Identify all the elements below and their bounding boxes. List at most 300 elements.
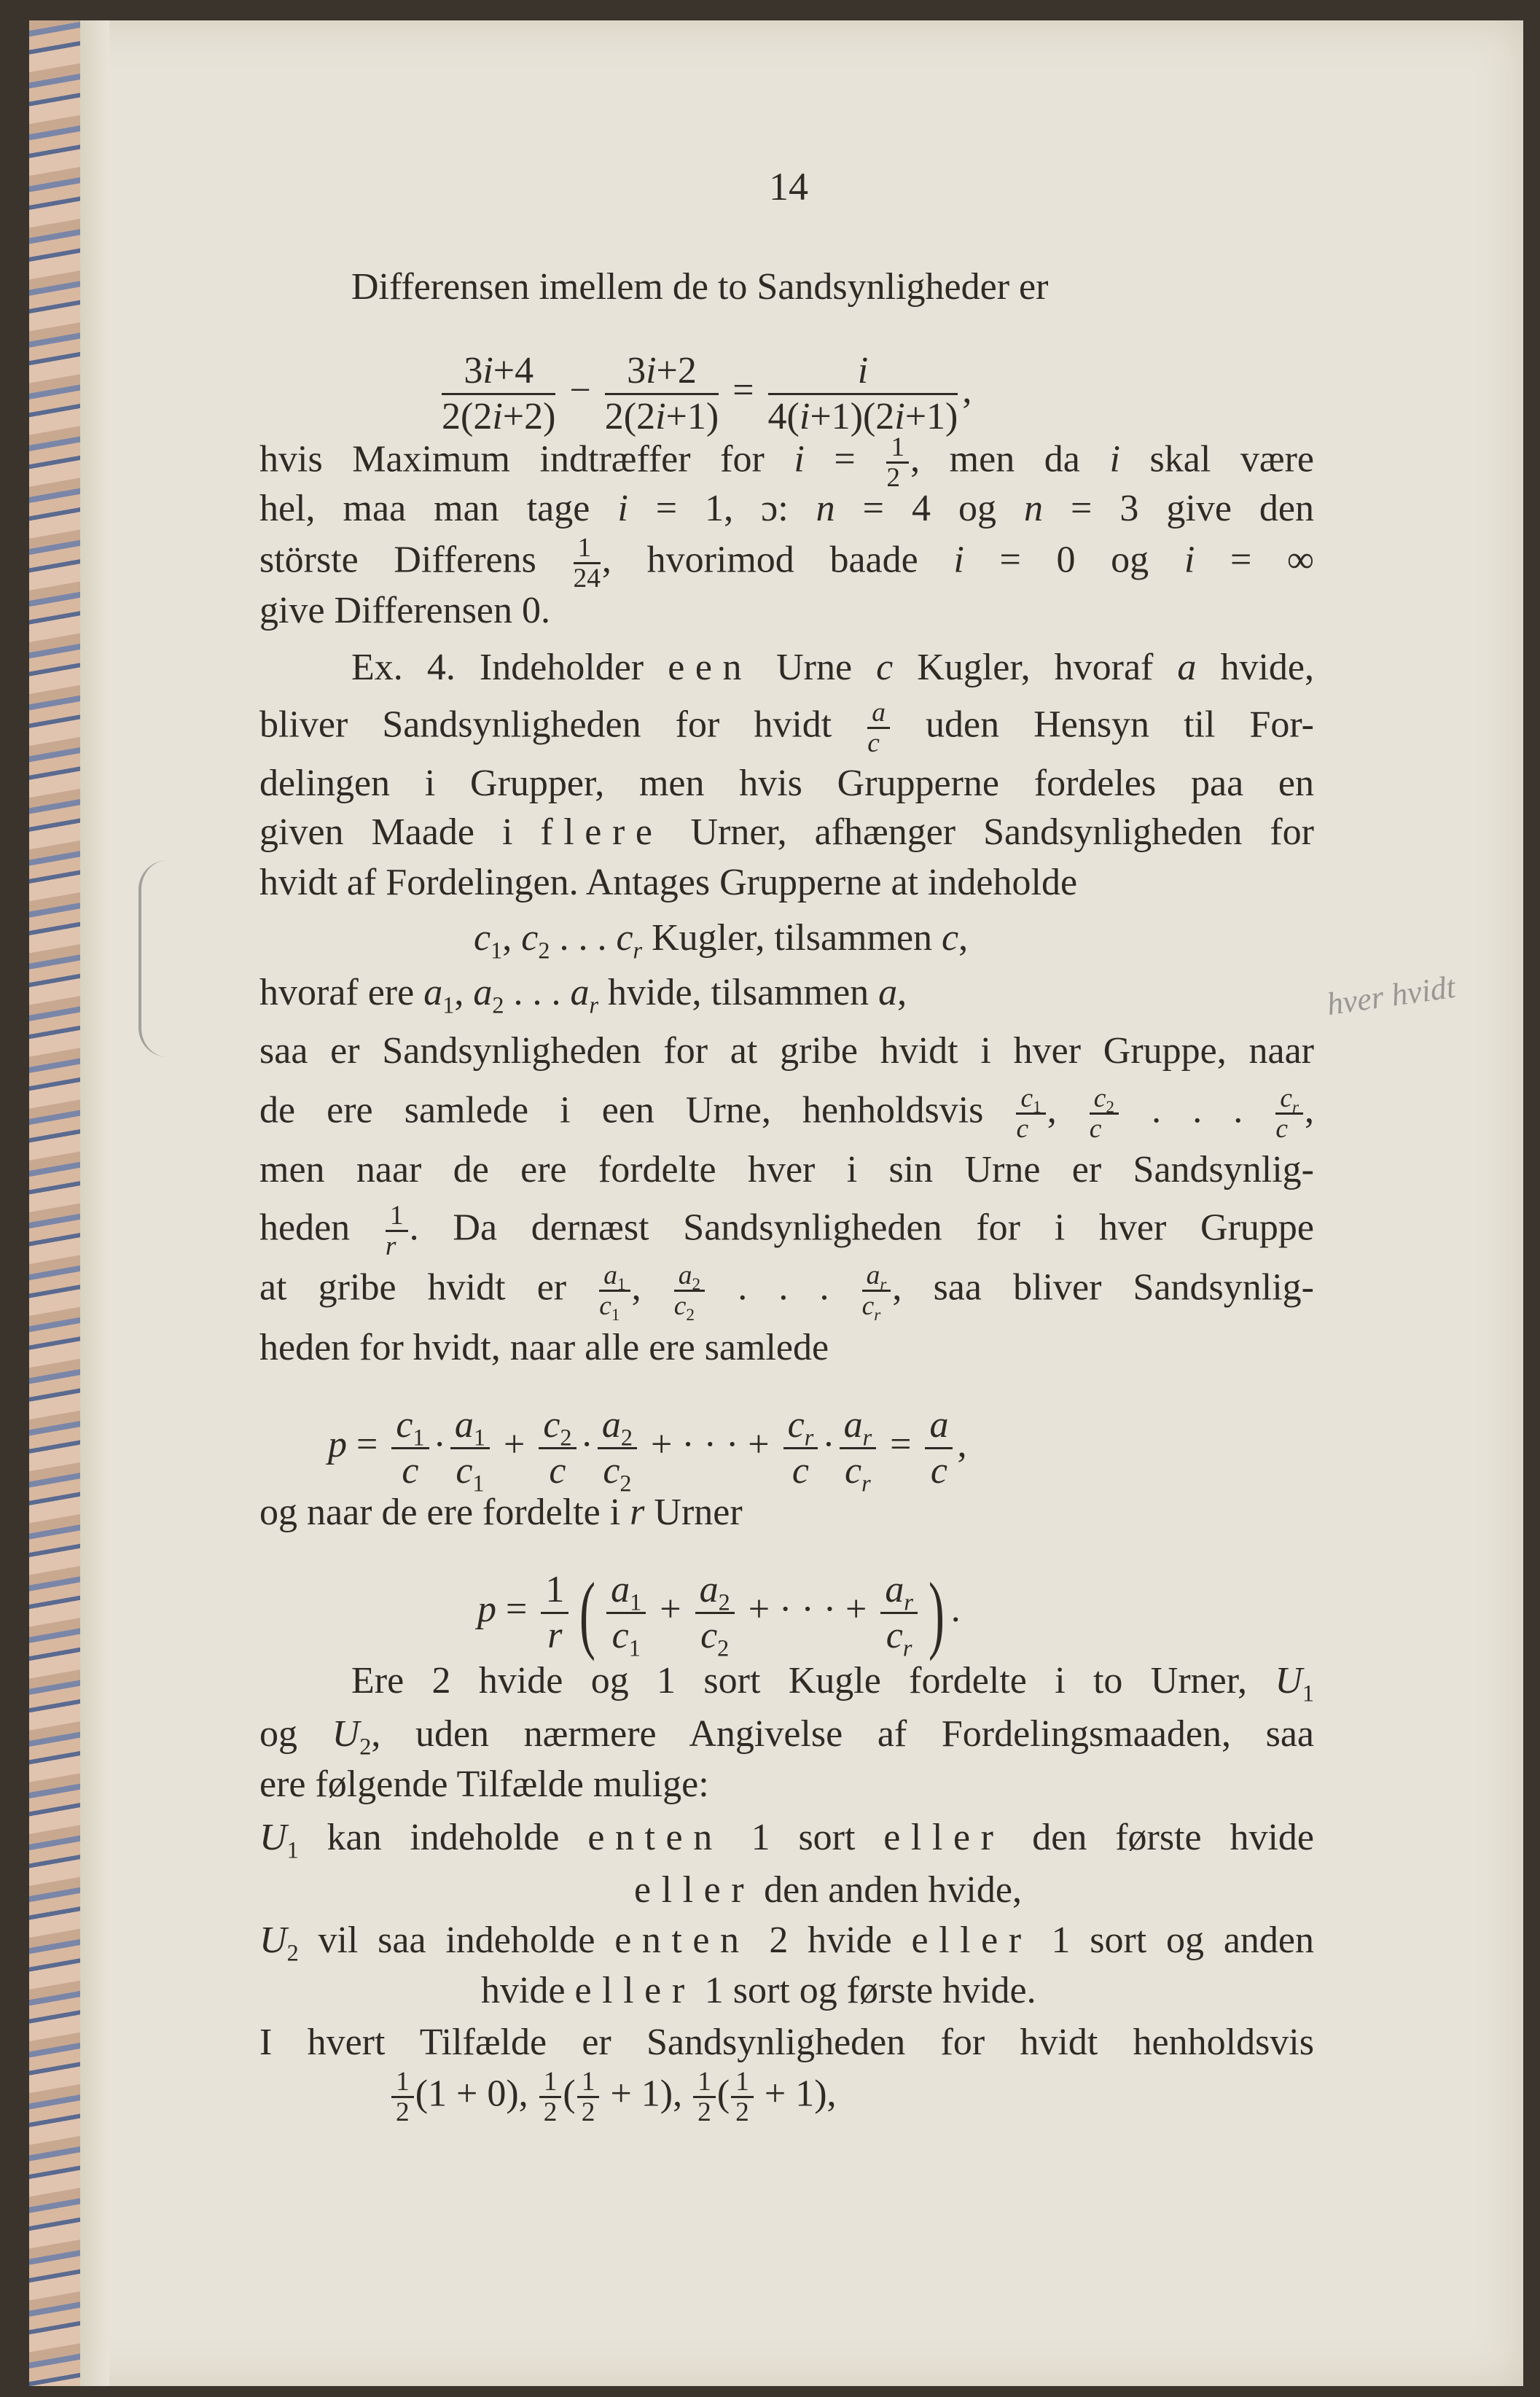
math-variable: i xyxy=(1184,539,1195,581)
fraction xyxy=(606,1568,646,1661)
denominator xyxy=(539,2098,562,2127)
subscript: 1 xyxy=(628,1634,641,1661)
subscript: 2 xyxy=(718,1589,730,1615)
fraction xyxy=(391,1403,429,1493)
text-line xyxy=(259,1026,1314,1077)
numerator xyxy=(695,1568,735,1614)
text-run: . . . xyxy=(1120,1089,1275,1131)
text-run: 1 xyxy=(581,2067,595,2097)
denominator xyxy=(673,1291,705,1325)
subscript: 2 xyxy=(686,1306,695,1325)
numerator xyxy=(539,2067,562,2098)
math-variable: a xyxy=(866,1260,880,1290)
subscript: 1 xyxy=(490,937,503,964)
text-run: störste Differens xyxy=(259,539,572,581)
math-variable: c xyxy=(673,1291,687,1322)
text-run: . Da dernæst Sandsynligheden for i hver Gruppe xyxy=(409,1207,1314,1249)
text-line xyxy=(259,1201,1314,1262)
text-run: Kugler, hvoraf xyxy=(893,647,1178,688)
math-variable: c xyxy=(1016,1114,1029,1145)
denominator xyxy=(574,564,601,593)
subscript: 2 xyxy=(286,1939,299,1966)
text-line xyxy=(259,1759,709,1810)
denominator xyxy=(783,1449,818,1493)
denominator xyxy=(450,1449,490,1497)
numerator xyxy=(450,1403,490,1449)
text-run: 2 xyxy=(697,2097,711,2128)
math-variable: r xyxy=(385,1231,396,1262)
subscript: r xyxy=(880,1275,887,1295)
spaced-emphasis: flere xyxy=(540,811,663,853)
fraction xyxy=(673,1260,705,1325)
fraction xyxy=(867,698,890,758)
text-run: = 1, ɔ: xyxy=(628,488,816,529)
text-run: delingen i Grupper, men hvis Grupperne fordeles paa en xyxy=(259,763,1314,804)
math-variable: c xyxy=(1275,1114,1288,1145)
math-variable: c xyxy=(861,1291,875,1322)
text-line xyxy=(351,642,1314,693)
math-variable: a xyxy=(601,1404,621,1446)
denominator xyxy=(768,395,958,439)
numerator xyxy=(840,1403,877,1449)
text-run: men naar de ere fordelte hver i sin Urne er Sandsynlig- xyxy=(259,1149,1314,1190)
text-line xyxy=(259,1487,743,1538)
spaced-emphasis: enten xyxy=(587,1817,723,1858)
subscript: r xyxy=(1291,1098,1299,1118)
text-line xyxy=(259,1083,1314,1145)
text-line xyxy=(259,758,1314,809)
text-run: 1 sort xyxy=(722,1817,884,1858)
subscript: 2 xyxy=(359,1733,372,1760)
numerator xyxy=(1016,1083,1045,1118)
text-run: . . . xyxy=(550,917,617,959)
subscript: 1 xyxy=(442,991,455,1018)
text-run: ere følgende Tilfælde mulige: xyxy=(259,1763,709,1805)
denominator xyxy=(1275,1115,1303,1143)
text-run: +2) xyxy=(502,395,556,437)
text-run: hvis Maximum indtræffer for xyxy=(259,438,794,480)
text-line xyxy=(259,1915,1314,1966)
fraction xyxy=(695,1568,735,1661)
text-run: skal være xyxy=(1119,438,1315,480)
text-run: , xyxy=(631,1266,673,1309)
text-run: 2 xyxy=(543,2097,558,2128)
math-variable: a xyxy=(929,1404,949,1446)
numerator xyxy=(606,1568,646,1614)
text-run: 1 xyxy=(577,533,592,563)
numerator xyxy=(539,1403,576,1449)
text-run: 1 xyxy=(545,1569,565,1610)
denominator xyxy=(731,2098,754,2127)
subscript: r xyxy=(902,1634,912,1661)
math-variable: i xyxy=(492,395,503,437)
handwritten-bracket-mark xyxy=(138,860,178,1057)
math-variable: c xyxy=(867,728,880,759)
text-line xyxy=(259,585,550,636)
text-run: , hvorimod baade xyxy=(601,539,954,581)
denominator xyxy=(391,1449,429,1493)
text-run: +4 xyxy=(493,350,534,391)
text-run: . . . xyxy=(706,1266,861,1309)
text-run: , xyxy=(454,972,474,1013)
text-run: + · · · + xyxy=(641,1424,779,1466)
denominator xyxy=(693,2098,716,2127)
numerator xyxy=(386,1201,408,1232)
text-run: , xyxy=(897,972,907,1013)
text-run: og naar de ere fordelte i xyxy=(259,1492,630,1533)
fraction xyxy=(840,1403,877,1497)
subscript: r xyxy=(589,991,598,1018)
text-run: den anden hvide, xyxy=(754,1869,1022,1911)
numerator xyxy=(693,2067,716,2098)
spaced-emphasis: een xyxy=(668,647,753,688)
text-run: 2 xyxy=(735,2097,749,2128)
text-run: . . . xyxy=(504,972,571,1013)
subscript: r xyxy=(874,1306,881,1325)
numerator xyxy=(599,1260,630,1295)
denominator xyxy=(541,1614,568,1658)
math-variable: n xyxy=(816,488,835,529)
text-run: · xyxy=(822,1424,835,1466)
math-variable: a xyxy=(473,972,493,1013)
equation xyxy=(477,1564,961,1661)
fraction xyxy=(539,1403,576,1493)
text-run: 2(2 xyxy=(604,395,656,437)
numerator xyxy=(577,2067,600,2098)
math-variable: a xyxy=(878,972,898,1013)
math-variable: a xyxy=(454,1404,474,1446)
text-run: heden for hvidt, naar alle ere samlede xyxy=(259,1327,829,1368)
subscript: r xyxy=(804,1424,814,1451)
fraction xyxy=(599,1260,630,1325)
subscript: r xyxy=(861,1470,871,1497)
fraction xyxy=(880,1568,918,1661)
text-line xyxy=(259,1709,1314,1760)
text-line xyxy=(259,857,1077,908)
denominator xyxy=(577,2098,600,2127)
fraction xyxy=(541,1568,568,1658)
numerator xyxy=(541,1568,568,1614)
math-variable: c xyxy=(543,1404,560,1446)
denominator xyxy=(598,1449,637,1497)
text-run: kan indeholde xyxy=(298,1817,588,1858)
text-run: uden Hensyn til For- xyxy=(891,703,1314,746)
math-variable: c xyxy=(700,1614,718,1656)
text-run: 1 sort og første hvide. xyxy=(695,1970,1036,2011)
numerator xyxy=(768,349,958,395)
fraction xyxy=(731,2067,754,2127)
text-run: Urner xyxy=(644,1492,743,1533)
numerator xyxy=(867,698,890,729)
math-variable: c xyxy=(599,1291,611,1322)
text-run: hvoraf ere xyxy=(259,972,424,1013)
text-run: 1 xyxy=(396,2067,410,2097)
math-variable: c xyxy=(876,647,894,688)
text-run: = xyxy=(880,1424,921,1466)
math-variable: i xyxy=(799,395,810,437)
math-variable: c xyxy=(1089,1114,1102,1145)
math-variable: a xyxy=(570,972,590,1013)
text-run: heden xyxy=(259,1207,384,1249)
text-run: 1 sort og anden xyxy=(1031,1919,1314,1961)
parenthesis: ) xyxy=(928,1564,945,1661)
subscript: 2 xyxy=(692,1275,701,1295)
fraction xyxy=(1016,1084,1045,1144)
subscript: 1 xyxy=(611,1306,620,1325)
text-run: , xyxy=(502,917,522,959)
text-run: den første hvide xyxy=(1004,1817,1314,1858)
text-run: + xyxy=(494,1424,535,1466)
text-run: + 1), xyxy=(601,2073,692,2115)
text-run: , xyxy=(1047,1089,1088,1131)
text-run: given Maade i xyxy=(259,811,541,853)
numerator xyxy=(391,2067,414,2098)
denominator xyxy=(695,1614,735,1661)
denominator xyxy=(605,395,719,439)
page-number: 14 xyxy=(769,165,808,208)
math-variable: c xyxy=(886,1614,903,1656)
text-run: − xyxy=(560,370,601,412)
text-line xyxy=(390,2067,837,2128)
parenthesis: ( xyxy=(579,1564,596,1661)
text-run: og xyxy=(259,1713,332,1755)
text-run: hvide xyxy=(481,1970,575,2011)
text-run: +1) xyxy=(665,395,719,437)
math-variable: i xyxy=(1109,438,1120,480)
text-run: saa er Sandsynligheden for at gribe hvidt i hver Gruppe, naar xyxy=(259,1030,1314,1072)
text-run: hvide, tilsammen xyxy=(598,972,879,1013)
spaced-emphasis: eller xyxy=(883,1817,1004,1858)
fraction xyxy=(598,1403,637,1497)
fraction xyxy=(391,2067,414,2127)
text-run: + xyxy=(650,1589,691,1631)
numerator xyxy=(886,433,909,464)
subscript: 2 xyxy=(620,1424,633,1451)
text-run: · xyxy=(580,1424,593,1466)
text-line xyxy=(259,967,907,1018)
text-run: bliver Sandsynligheden for hvidt xyxy=(259,703,867,746)
subscript: 2 xyxy=(538,937,550,964)
math-variable: c xyxy=(521,917,539,959)
text-run: ( xyxy=(716,2073,730,2115)
text-run: 2 hvide xyxy=(749,1919,912,1961)
spaced-emphasis: eller xyxy=(634,1869,755,1911)
text-run: ( xyxy=(563,2073,576,2115)
text-line xyxy=(259,2017,1314,2068)
text-run: 4( xyxy=(767,395,800,437)
text-run: = ∞ xyxy=(1195,539,1315,581)
math-variable: c xyxy=(930,1449,947,1492)
text-run: Ex. 4. Indeholder xyxy=(351,647,668,688)
math-variable: r xyxy=(630,1492,645,1533)
text-run: 2(2 xyxy=(442,395,493,437)
math-variable: U xyxy=(1275,1660,1302,1702)
math-variable: i xyxy=(894,395,905,437)
subscript: 1 xyxy=(473,1424,485,1451)
numerator xyxy=(862,1260,891,1295)
numerator xyxy=(674,1260,705,1295)
math-variable: a xyxy=(603,1260,617,1290)
denominator xyxy=(599,1291,630,1325)
math-variable: i xyxy=(857,350,869,391)
fraction xyxy=(693,2067,716,2127)
text-run: at gribe hvidt er xyxy=(259,1266,598,1309)
fraction xyxy=(925,1403,953,1493)
text-run: hvide, xyxy=(1196,647,1315,688)
subscript: 2 xyxy=(492,991,504,1018)
text-run: 24 xyxy=(573,564,601,594)
denominator xyxy=(391,2098,414,2127)
math-variable: c xyxy=(549,1449,566,1492)
subscript: 1 xyxy=(286,1836,299,1863)
math-variable: a xyxy=(843,1404,863,1446)
page-gutter xyxy=(80,20,109,2386)
text-line xyxy=(474,913,968,964)
equation xyxy=(328,1403,967,1497)
math-variable: c xyxy=(402,1449,419,1492)
text-run: = xyxy=(496,1589,537,1631)
text-run: +1) xyxy=(904,395,958,437)
text-line xyxy=(259,1322,829,1373)
numerator xyxy=(598,1403,637,1449)
fraction xyxy=(450,1403,490,1497)
numerator xyxy=(731,2067,754,2098)
text-run: +1)(2 xyxy=(810,395,895,437)
numerator xyxy=(605,349,719,395)
text-run: +2 xyxy=(656,350,697,391)
denominator xyxy=(1016,1115,1045,1143)
text-run: Urne xyxy=(752,647,877,688)
text-run: 1 xyxy=(697,2067,711,2097)
math-variable: a xyxy=(611,1569,630,1610)
math-variable: c xyxy=(792,1449,809,1492)
math-variable: i xyxy=(617,488,628,529)
text-line xyxy=(259,698,1314,759)
marbled-binding-edge xyxy=(29,20,80,2386)
text-run: = xyxy=(804,438,886,480)
denominator xyxy=(840,1449,877,1497)
numerator xyxy=(442,349,555,395)
fraction xyxy=(1275,1084,1303,1144)
text-run: 3 xyxy=(627,350,646,391)
math-variable: c xyxy=(1093,1083,1106,1113)
text-run: , uden nærmere Angivelse af Fordelingsmaaden, saa xyxy=(371,1713,1315,1755)
math-variable: a xyxy=(885,1569,904,1610)
denominator xyxy=(880,1614,918,1661)
denominator xyxy=(867,729,890,757)
text-run: Urner, afhænger Sandsynligheden for xyxy=(662,811,1314,853)
text-run: hvidt af Fordelingen. Antages Grupperne at indeholde xyxy=(259,862,1078,903)
subscript: 2 xyxy=(1106,1098,1115,1118)
text-run: Ere 2 hvide og 1 sort Kugle fordelte i to Urner, xyxy=(351,1660,1275,1702)
text-run: 1 xyxy=(891,432,905,462)
text-run: 2 xyxy=(581,2097,595,2128)
text-run: , xyxy=(1305,1089,1314,1131)
subscript: 1 xyxy=(630,1589,642,1615)
denominator xyxy=(539,1449,576,1493)
text-run: , xyxy=(957,1424,967,1466)
text-run: hel, maa man tage xyxy=(259,488,618,529)
spaced-emphasis: enten xyxy=(614,1919,750,1961)
text-run: = xyxy=(723,370,764,412)
text-run: 1 xyxy=(543,2067,558,2097)
text-line xyxy=(634,1865,1022,1916)
math-variable: U xyxy=(259,1817,287,1858)
subscript: 1 xyxy=(1302,1680,1314,1707)
denominator xyxy=(1090,1115,1119,1143)
fraction xyxy=(539,2067,562,2127)
math-variable: c xyxy=(603,1449,620,1492)
denominator xyxy=(606,1614,646,1661)
text-run: Differensen imellem de to Sandsynligheder er xyxy=(351,266,1049,308)
text-run: vil saa indeholde xyxy=(298,1919,615,1961)
numerator xyxy=(880,1568,918,1614)
text-line xyxy=(259,807,1314,858)
text-run: , men da xyxy=(910,438,1110,480)
math-variable: p xyxy=(328,1424,347,1466)
text-line xyxy=(259,533,1315,594)
text-run: · xyxy=(433,1424,446,1466)
denominator xyxy=(442,395,555,439)
math-variable: c xyxy=(616,917,633,959)
text-run: = 4 og xyxy=(835,488,1025,529)
denominator xyxy=(925,1449,953,1493)
text-line xyxy=(351,262,1048,313)
math-variable: c xyxy=(611,1614,629,1656)
text-line xyxy=(259,1145,1314,1196)
subscript: 1 xyxy=(617,1275,626,1295)
text-line xyxy=(259,483,1314,534)
subscript: 1 xyxy=(413,1424,425,1451)
spaced-emphasis: eller xyxy=(574,1970,695,2011)
numerator xyxy=(1090,1083,1119,1118)
math-variable: a xyxy=(872,698,886,728)
text-line xyxy=(259,432,1315,494)
text-run: = 0 og xyxy=(964,539,1184,581)
equation xyxy=(437,349,972,437)
math-variable: c xyxy=(474,917,491,959)
math-variable: c xyxy=(456,1449,473,1492)
math-variable: i xyxy=(482,350,493,391)
subscript: 2 xyxy=(717,1634,730,1661)
subscript: 2 xyxy=(619,1470,632,1497)
math-variable: i xyxy=(655,395,666,437)
text-run: , xyxy=(962,370,972,412)
fraction xyxy=(768,349,958,439)
fraction xyxy=(861,1260,891,1325)
text-line xyxy=(259,1812,1314,1863)
fraction xyxy=(1090,1084,1119,1144)
text-run: = 3 give den xyxy=(1043,488,1314,529)
subscript: 2 xyxy=(560,1424,572,1451)
math-variable: a xyxy=(1177,647,1197,688)
math-variable: c xyxy=(1280,1083,1292,1113)
math-variable: c xyxy=(845,1449,862,1492)
numerator xyxy=(783,1403,818,1449)
text-run: + 1), xyxy=(754,2073,837,2115)
subscript: 1 xyxy=(472,1470,485,1497)
text-run: , xyxy=(958,917,969,959)
math-variable: a xyxy=(699,1569,719,1610)
math-variable: p xyxy=(477,1589,496,1631)
math-variable: a xyxy=(423,972,443,1013)
subscript: 1 xyxy=(1033,1098,1041,1118)
text-line xyxy=(481,1965,1036,2016)
text-line xyxy=(259,1260,1315,1325)
text-run: . xyxy=(950,1589,961,1631)
fraction xyxy=(577,2067,600,2127)
text-run: 1 xyxy=(735,2067,749,2097)
